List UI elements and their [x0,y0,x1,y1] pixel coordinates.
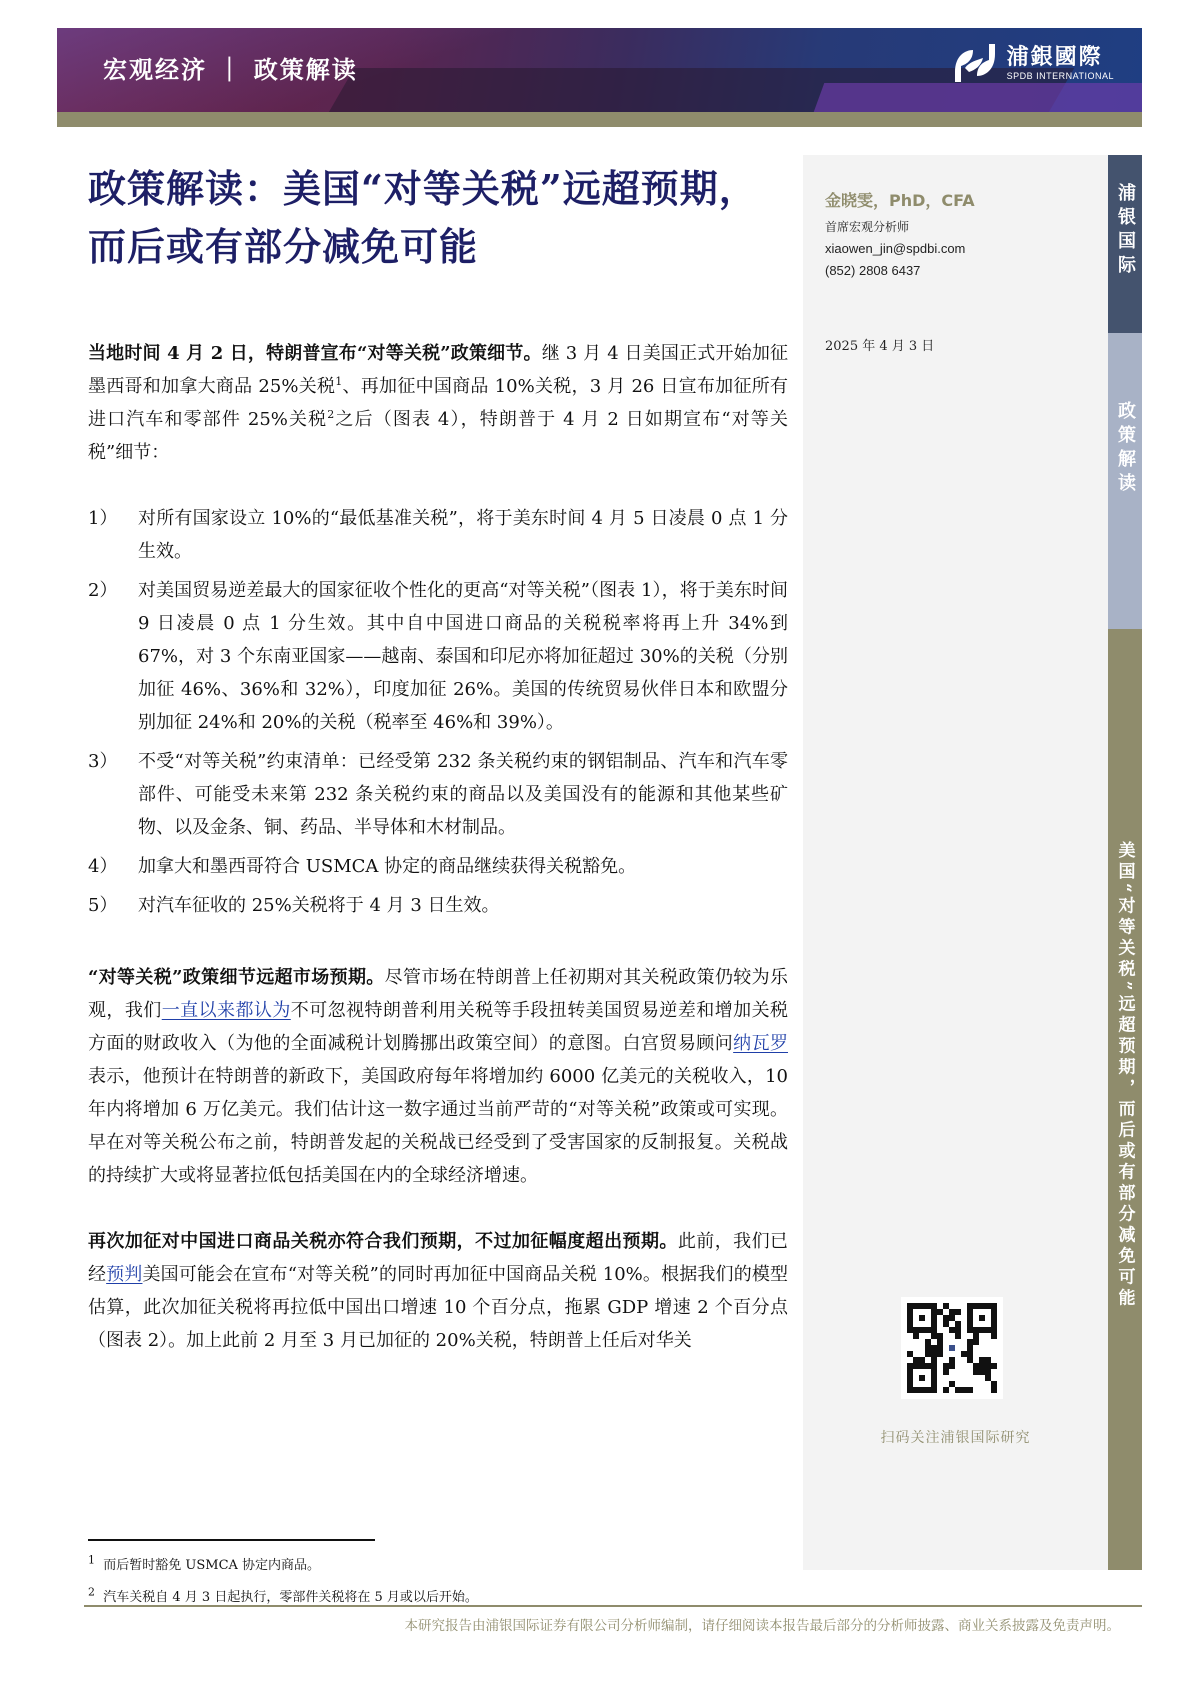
paragraph-1 [88,337,788,469]
paragraph-text: 此前，我们已经 [88,1231,789,1285]
list-item [88,745,788,844]
qr-code-pattern [907,1303,997,1393]
qr-code [901,1297,1003,1399]
stripe-tab-title [1108,629,1142,1570]
list-number: 5） [88,895,118,916]
spdb-logo-icon [951,42,999,84]
page-title: 政策解读：美国“对等关税”远超预期，而后或有部分减免可能 [88,166,758,269]
list-number: 4） [88,856,118,877]
paragraph-text: 美国可能会在宣布“对等关税”的同时再加征中国商品关税 10%。根据我们的模型估算，此次加征关税将再拉低中国出口增速 10 个百分点，拖累 GDP 增速 2 个百分点（图表 2）。加上此前 2 月至 3 月已加征的 20%关税，特朗普上任后对华关 [88,1264,788,1351]
list-text: 对所有国家设立 10%的“最低基准关税”，将于美东时间 4 月 5 日凌晨 0 点 1 分生效。 [138,508,788,562]
header-banner [57,28,1142,112]
footnote-1 [88,1554,320,1573]
author-phone: (852) 2808 6437 [825,263,921,278]
link-forecast[interactable]: 预判 [106,1264,143,1285]
footnote-ref-1[interactable]: 1 [335,375,343,388]
footer-disclaimer: 本研究报告由浦银国际证券有限公司分析师编制，请仔细阅读本报告最后部分的分析师披露、商业关系披露及免责声明。 [404,1618,1120,1634]
paragraph-text: 、再加征中国商品 10%关税，3 月 26 日宣布加征所有进口汽车和零部件 25%关税 [88,376,788,430]
author-name: 金晓雯，PhD，CFA [825,191,975,210]
author-role: 首席宏观分析师 [825,220,910,234]
list-text: 加拿大和墨西哥符合 USMCA 协定的商品继续获得关税豁免。 [138,856,637,877]
list-number: 1） [88,508,118,529]
qr-caption: 扫码关注浦银国际研究 [880,1430,1031,1446]
footnote-text: 汽车关税自 4 月 3 日起执行，零部件关税将在 5 月或以后开始。 [103,1590,478,1605]
link-previous-view[interactable]: 一直以来都认为 [161,1000,291,1021]
company-logo [951,42,1114,84]
list-number: 2） [88,580,118,601]
paragraph-text: 继 3 月 4 日美国正式开始加征墨西哥和加拿大商品 25%关税 [88,343,788,397]
spacer [88,928,788,961]
list-item [88,502,788,568]
list-item [88,574,788,739]
paragraph-lead: 当地时间 4 月 2 日，特朗普宣布“对等关税”政策细节。 [88,343,542,364]
footnote-2 [88,1586,478,1605]
author-email[interactable]: xiaowen_jin@spdbi.com [825,241,966,256]
paragraph-text: 尽管市场在特朗普上任初期对其关税政策仍较为乐观，我们 [88,967,788,1021]
author-sidebar [803,155,1108,1570]
banner-underbar [57,112,1142,127]
logo-chinese-name: 浦銀國際 [1006,45,1103,70]
footnote-ref-2[interactable]: 2 [327,408,335,421]
banner-decoration [810,83,1142,112]
report-body [88,337,788,1357]
logo-english-name: SPDB INTERNATIONAL [1006,71,1114,81]
link-navarro[interactable]: 纳瓦罗 [733,1033,789,1054]
paragraph-3 [88,1225,788,1357]
paragraph-lead: “对等关税”政策细节远超市场预期。 [88,967,385,988]
policy-list [88,502,788,922]
report-date: 2025 年 4 月 3 日 [825,339,935,354]
paragraph-lead: 再次加征对中国进口商品关税亦符合我们预期，不过加征幅度超出预期。 [88,1231,678,1252]
section-label: 宏观经济 ｜ 政策解读 [103,55,358,84]
footer-divider [84,1605,1142,1607]
footnote-text: 而后暂时豁免 USMCA 协定内商品。 [103,1558,321,1573]
stripe-tab-category [1108,333,1142,629]
footnote-divider [88,1539,375,1541]
paragraph-2 [88,961,788,1192]
list-item [88,889,788,922]
list-text: 对美国贸易逆差最大的国家征收个性化的更高“对等关税”（图表 1），将于美东时间 9 日凌晨 0 点 1 分生效。其中自中国进口商品的关税税率将再上升 34%到 67%，对 3 个东南亚国家——越南、泰国和印尼亦将加征超过 30%的关税（分别加征 46%、36%和 32%），印度加征 26%。美国的传统贸易伙伴日本和欧盟分别加征 24%和 20%的关税（税率至 46%和 39%）。 [138,580,788,733]
list-number: 3） [88,751,118,772]
stripe-brand-label: 浦银国际 [1115,183,1136,279]
stripe-tab-brand [1108,155,1142,333]
stripe-category-label: 政策解读 [1115,401,1136,497]
paragraph-text: 不可忽视特朗普利用关税等手段扭转美国贸易逆差和增加关税方面的财政收入（为他的全面减税计划腾挪出政策空间）的意图。白宫贸易顾问 [88,1000,789,1054]
stripe-title-label: 美国“对等关税”远超预期，而后或有部分减免可能 [1114,841,1135,1310]
spacer [88,1192,788,1225]
paragraph-text: 之后（图表 4），特朗普于 4 月 2 日如期宣布“对等关税”细节： [88,409,788,463]
footnote-number: 2 [88,1585,95,1599]
list-text: 对汽车征收的 25%关税将于 4 月 3 日生效。 [138,895,500,916]
footnote-number: 1 [88,1553,95,1567]
list-text: 不受“对等关税”约束清单：已经受第 232 条关税约束的钢铝制品、汽车和汽车零部件、可能受未来第 232 条关税约束的商品以及美国没有的能源和其他某些矿物、以及金条、铜、药品、半导体和木材制品。 [138,751,788,838]
paragraph-text: 表示，他预计在特朗普的新政下，美国政府每年将增加约 6000 亿美元的关税收入，10 年内将增加 6 万亿美元。我们估计这一数字通过当前严苛的“对等关税”政策或可实现。早在对等关税公布之前，特朗普发起的关税战已经受到了受害国家的反制报复。关税战的持续扩大或将显著拉低包括美国在内的全球经济增速。 [88,1066,788,1186]
list-item [88,850,788,883]
